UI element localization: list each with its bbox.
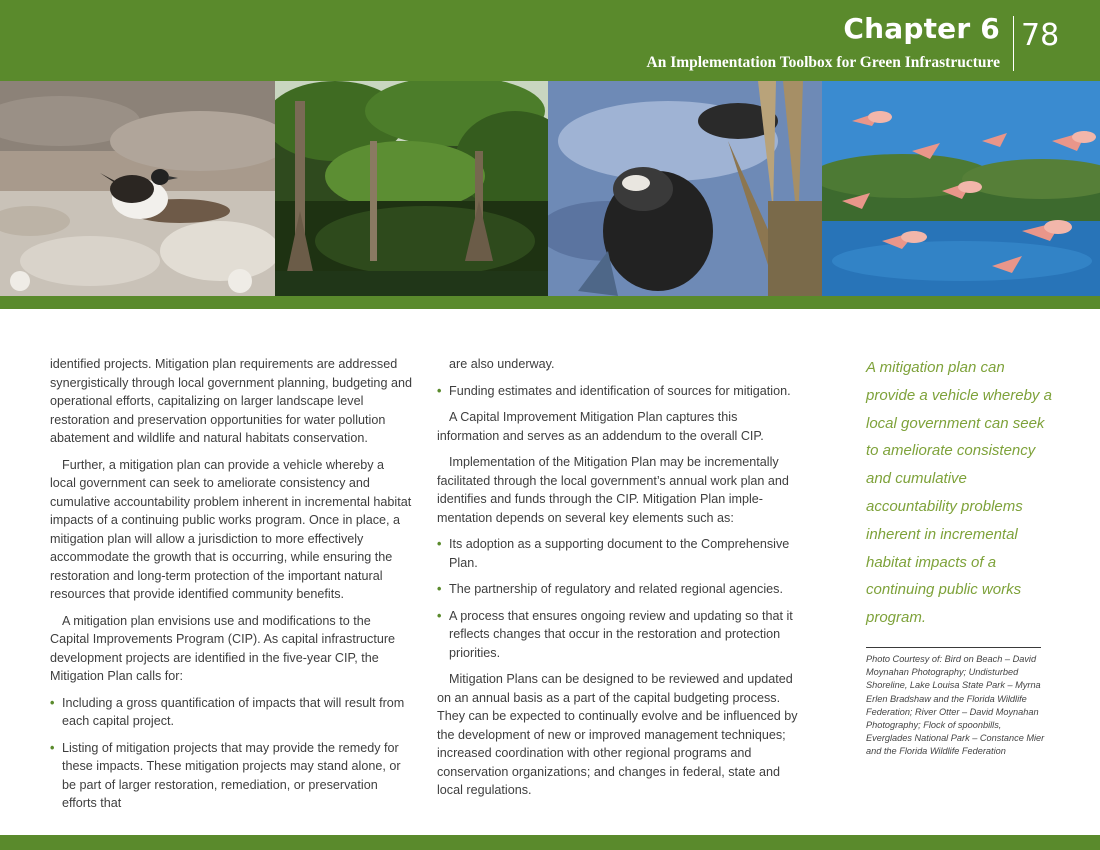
- photo-bird-on-beach: [0, 81, 275, 296]
- bullet-item: [437, 607, 801, 663]
- bullet-text: Funding estimates and identification of sources for mitigation.: [449, 383, 791, 398]
- paragraph: identified projects. Mitigation plan requirements are addressed synergistically through local government planning, budgeting and operational efforts, capitalizing on larger landscape level restoration and preservation opportunities for water pollution abatement and wildlife and natural habitats conservation.: [50, 357, 412, 445]
- text-column-1: [50, 355, 412, 821]
- bullet-icon: •: [50, 695, 55, 710]
- photo-river-otter: [548, 81, 822, 296]
- page-number: 78: [1021, 18, 1060, 53]
- header-divider: [1013, 16, 1014, 71]
- chapter-header: [0, 0, 1100, 81]
- bullet-icon: •: [437, 383, 442, 398]
- bullet-item: [437, 580, 801, 599]
- text-column-2: [437, 355, 801, 808]
- paragraph: A mitigation plan envisions use and modifications to the Capital Improvements Program (CIP). As capital infrastructure development projects are identified in the five-year CIP, the Mitigation Plan calls for:: [50, 613, 396, 683]
- bullet-text: The partnership of regulatory and related regional agencies.: [449, 582, 783, 596]
- photo-flock-of-spoonbills: [822, 81, 1100, 296]
- bullet-item: [437, 382, 801, 401]
- photo-strip-band: [0, 296, 1100, 309]
- bullet-item: [50, 694, 412, 731]
- bullet-icon: •: [437, 608, 442, 623]
- paragraph: Further, a mitigation plan can provide a vehicle whereby a local government can seek to ameliorate consistency and cumulative accountability problem inherent in incremental habitat impacts of a continuing public works program. Once in place, a mitigation plan will allow a jurisdiction to more effectively accommodate the growth that is occurring, while ensuring the restoration and long-term protection of the important natural resources that provide identified community benefits.: [50, 457, 412, 601]
- bullet-text: A process that ensures ongoing review and updating so that it reflects changes that occur in the restoration and protection priorities.: [449, 608, 793, 660]
- chapter-subtitle: An Implementation Toolbox for Green Infrastructure: [646, 54, 1000, 71]
- photo-undisturbed-shoreline: [275, 81, 548, 296]
- bullet-text: Including a gross quantification of impacts that will result from each capital project.: [62, 695, 405, 728]
- bullet-icon: •: [437, 582, 442, 596]
- chapter-title: Chapter 6: [843, 12, 1000, 45]
- paragraph: Mitigation Plans can be designed to be reviewed and updated on an annual basis as a part of the capital budgeting process. They can be expected to continually evolve and be influenced by the development of new or improved management techniques; increased coordination with other regional programs and conservation organizations; and changes in federal, state and local regulations.: [437, 672, 798, 797]
- photo-strip: [0, 81, 1100, 296]
- bullet-continuation: are also underway.: [449, 357, 555, 371]
- footer-band: [0, 835, 1100, 850]
- bullet-item: [50, 739, 412, 813]
- bullet-icon: •: [437, 537, 442, 551]
- paragraph: Implementation of the Mitigation Plan may be incrementally facilitated through the local government’s annual work plan and identifies and funds through the CIP. Mitigation Plan imple-mentation depends on several key elements such as:: [437, 455, 789, 525]
- bullet-text: Its adoption as a supporting document to the Comprehensive Plan.: [449, 537, 790, 570]
- bullet-item: [437, 535, 801, 572]
- paragraph: A Capital Improvement Mitigation Plan captures this information and serves as an addendum to the overall CIP.: [437, 410, 764, 443]
- photo-credit: Photo Courtesy of: Bird on Beach – David Moynahan Photography; Undisturbed Shoreline, Lake Louisa State Park – Myrna Erlen Bradshaw and the Florida Wildlife Federation; River Otter – David Moynahan Photography; Flock of spoonbills, Everglades National Park – Constance Mier and the Florida Wildlife Federation: [866, 654, 1045, 757]
- pull-quote: A mitigation plan can provide a vehicle whereby a local government can seek to ameliorate consistency and cumulative accountability problems inherent in incremental habitat impacts of a continuing public works program.: [866, 359, 1052, 627]
- pull-quote-rule: [866, 647, 1041, 648]
- bullet-text: Listing of mitigation projects that may provide the remedy for these impacts. These mitigation projects may stand alone, or be part of larger restoration, remediation, or preservation efforts that: [62, 740, 401, 810]
- bullet-icon: •: [50, 740, 55, 755]
